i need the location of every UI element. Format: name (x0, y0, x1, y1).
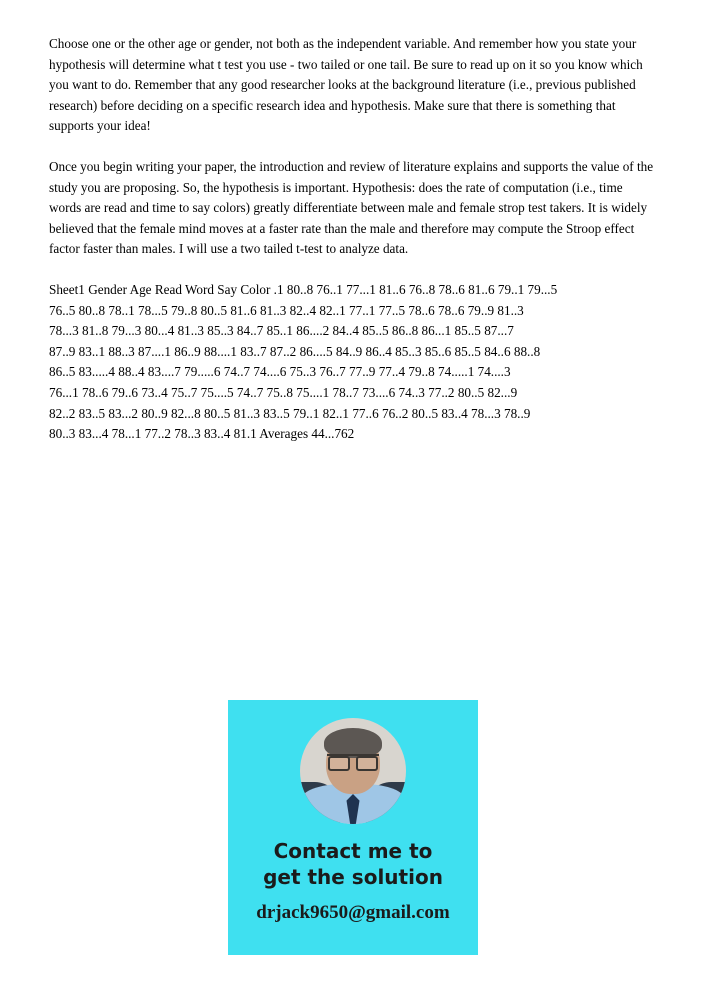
promo-card (228, 700, 478, 955)
data-row: 76..5 80..8 78..1 78...5 79..8 80..5 81..6 81..3 82..4 82..1 77..1 77..5 78..6 78..6 79..9 81..3 (49, 302, 524, 318)
data-row: 87..9 83..1 88..3 87....1 86..9 88....1 83..7 87..2 86....5 84..9 86..4 85..3 85..6 85..5 84..6 88..8 (49, 343, 541, 359)
paragraph-2 (49, 157, 658, 260)
avatar (300, 718, 406, 824)
data-row: 80..3 83...4 78...1 77..2 78..3 83..4 81.1 Averages 44...762 (49, 426, 355, 442)
paragraph-1-text: Choose one or the other age or gender, not both as the independent variable. And remember how you state your hypothesis will determine what t test you use - two tailed or one tail. Be sure to read up on it so you know which you want to do. Remember that any good researcher looks at the background literature (i.e., previous published research) before deciding on a specific research idea and hypothesis. Make sure that there is something that supports your idea! (49, 36, 643, 134)
data-listing (49, 280, 658, 445)
data-row: Sheet1 Gender Age Read Word Say Color .1 80..8 76..1 77...1 81..6 76..8 78..6 81..6 79..1 79...5 (49, 281, 558, 297)
promo-line-2: get the solution (263, 865, 443, 889)
promo-banner (228, 700, 478, 955)
data-row: 82..2 83..5 83...2 80..9 82...8 80..5 81..3 83..5 79..1 82..1 77..6 76..2 80..5 83..4 78...3 78..9 (49, 405, 531, 421)
paragraph-2-text: Once you begin writing your paper, the introduction and review of literature explains and supports the value of the study you are proposing. So, the hypothesis is important. Hypothesis: does the rate of computation (i.e., time words are read and time to say colors) greatly differentiate between male and female strop test takers. It is widely believed that the female mind moves at a faster rate than the male and therefore may compute the Stroop effect factor faster than males. I will use a two tailed t-test to analyze data. (49, 158, 654, 257)
glasses-icon (327, 754, 379, 768)
data-row: 78...3 81..8 79...3 80...4 81..3 85..3 84..7 85..1 86....2 84..4 85..5 86..8 86...1 85..5 87...7 (49, 323, 514, 339)
paragraph-1 (49, 34, 658, 137)
data-row: 76...1 78..6 79..6 73..4 75..7 75....5 74..7 75..8 75....1 78..7 73....6 74..3 77..2 80..5 82...9 (49, 384, 518, 400)
promo-email[interactable]: drjack9650@gmail.com (256, 902, 450, 923)
data-row: 86..5 83.....4 88..4 83....7 79.....6 74..7 74....6 75..3 76..7 77..9 77..4 79..8 74.....1 74....3 (49, 364, 511, 380)
promo-line-1: Contact me to (273, 839, 433, 863)
